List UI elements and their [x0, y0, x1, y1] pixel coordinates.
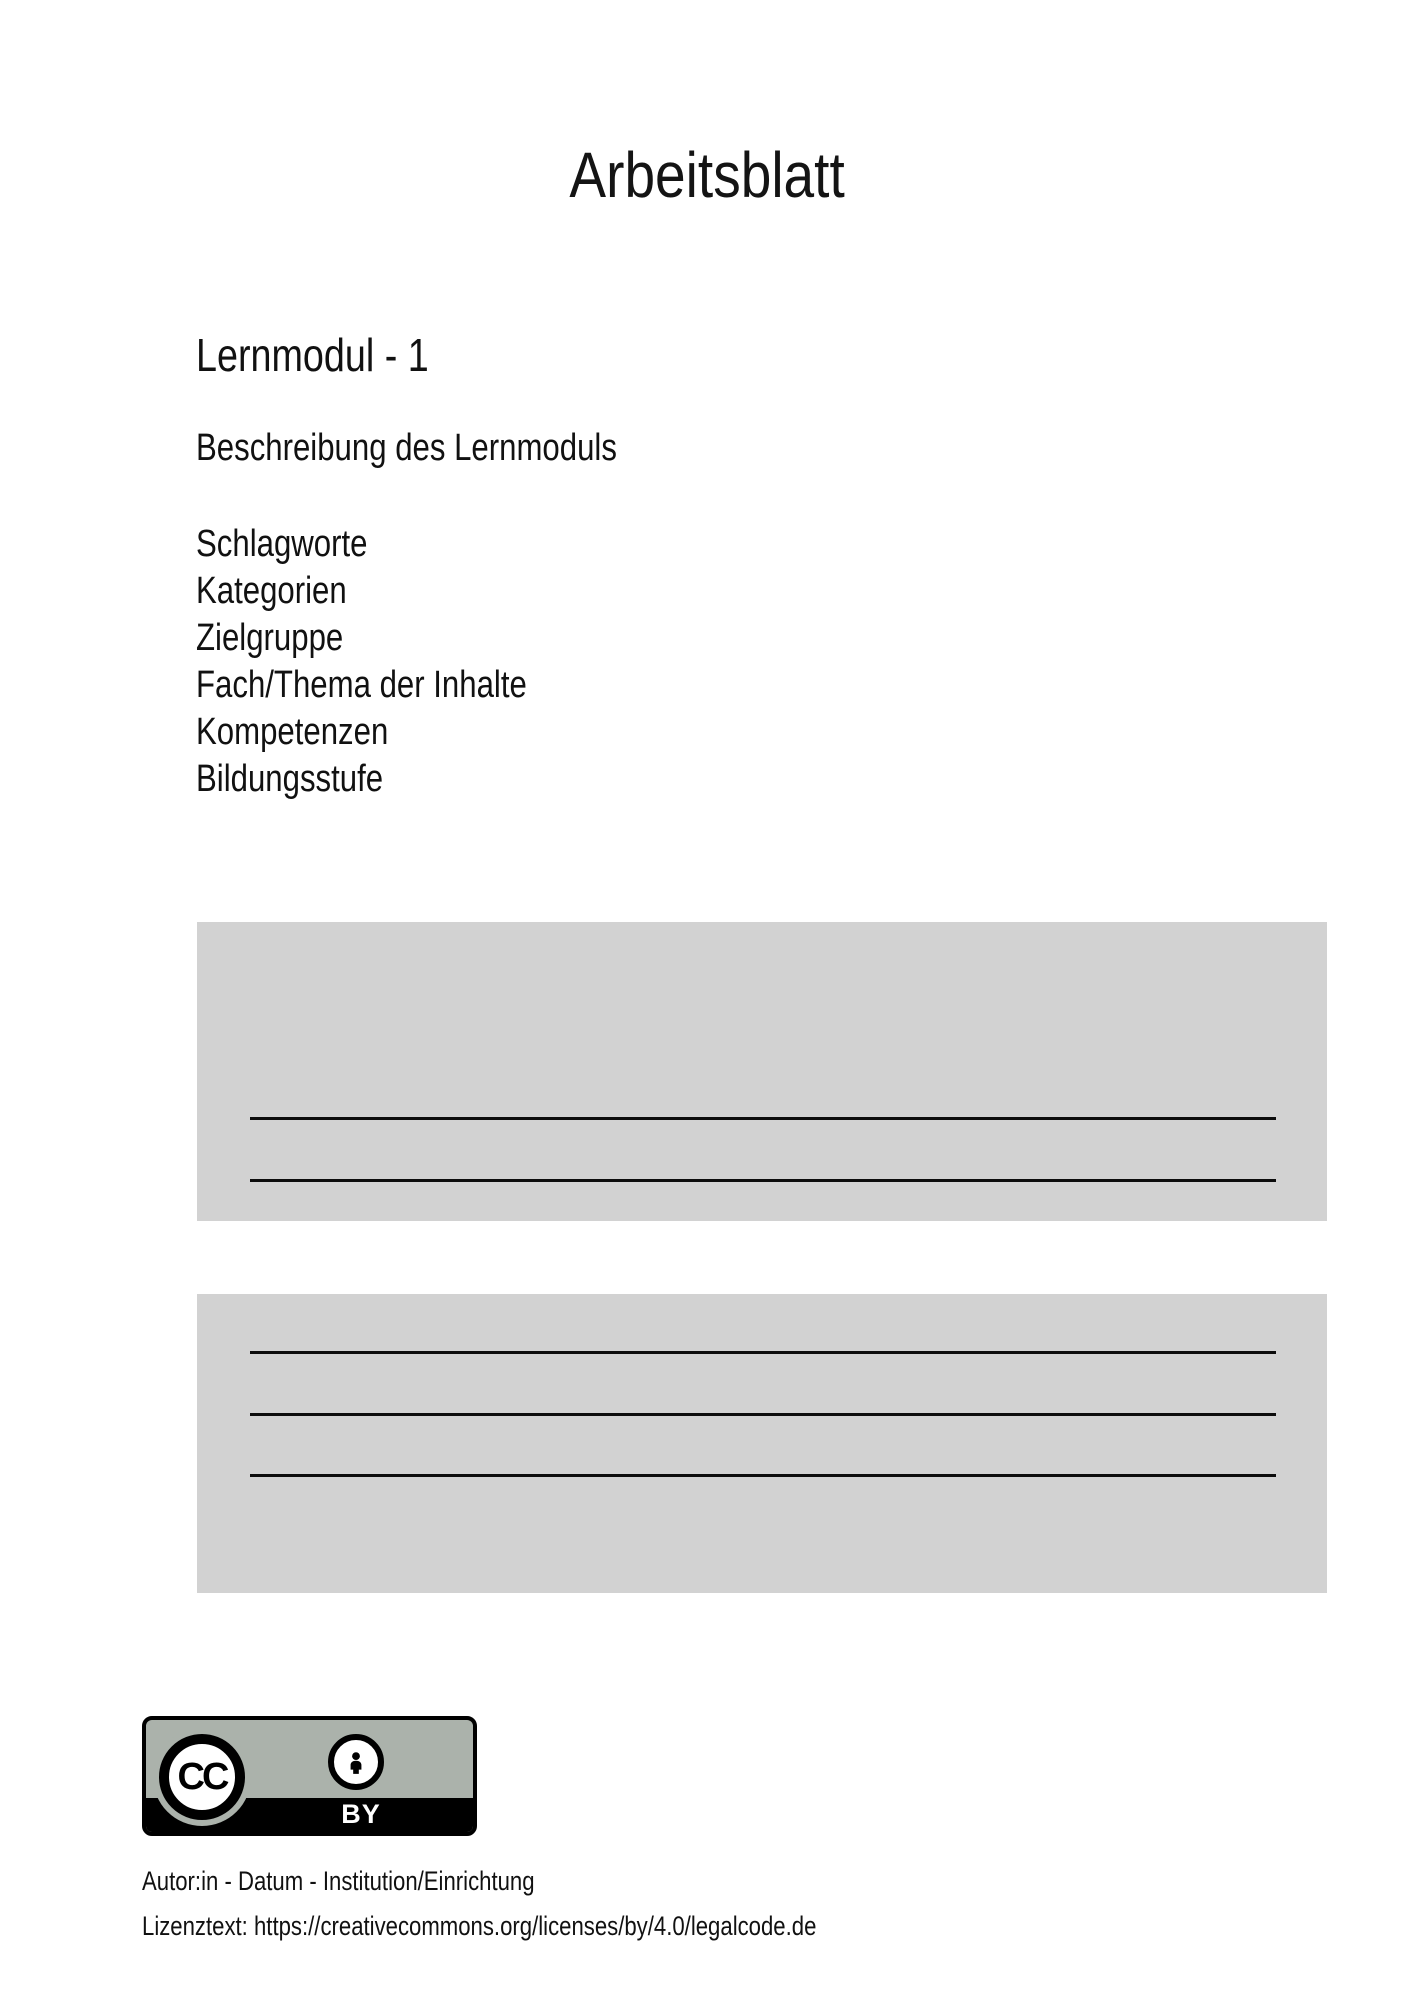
metadata-field-bildungsstufe: Bildungsstufe — [196, 758, 384, 800]
author-attribution-line: Autor:in - Datum - Institution/Einrichtung — [142, 1866, 535, 1896]
writing-line — [250, 1413, 1276, 1416]
writing-line — [250, 1179, 1276, 1182]
metadata-field-fach-thema: Fach/Thema der Inhalte — [196, 664, 527, 706]
module-heading: Lernmodul - 1 — [196, 329, 429, 381]
metadata-field-schlagworte: Schlagworte — [196, 523, 368, 565]
page-title — [0, 138, 1414, 212]
metadata-field-list — [196, 521, 599, 803]
writing-line — [250, 1117, 1276, 1120]
writing-line — [250, 1474, 1276, 1477]
answer-box-1 — [197, 922, 1327, 1221]
writing-line — [250, 1351, 1276, 1354]
cc-by-license-badge — [142, 1716, 477, 1836]
by-label: BY — [341, 1799, 381, 1829]
metadata-field-zielgruppe: Zielgruppe — [196, 617, 344, 659]
module-description: Beschreibung des Lernmoduls — [196, 427, 617, 469]
attribution-person-icon — [328, 1734, 384, 1790]
metadata-field-kategorien: Kategorien — [196, 570, 347, 612]
cc-logo-icon — [159, 1734, 245, 1820]
metadata-field-kompetenzen: Kompetenzen — [196, 711, 389, 753]
cc-logo-text: CC — [177, 1755, 227, 1798]
page-title-text: Arbeitsblatt — [569, 139, 845, 211]
answer-box-2 — [197, 1294, 1327, 1593]
license-url-line: Lizenztext: https://creativecommons.org/licenses/by/4.0/legalcode.de — [142, 1911, 817, 1941]
